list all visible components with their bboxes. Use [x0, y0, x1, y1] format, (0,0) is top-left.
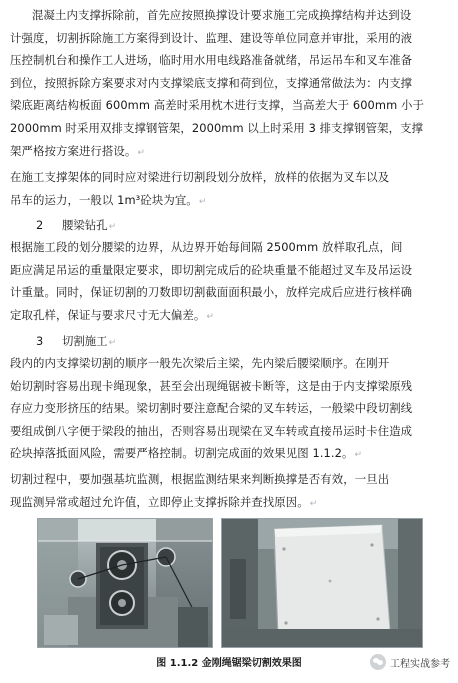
- section-heading-2: [36, 214, 116, 238]
- cut-concrete-surface-photo: [221, 518, 423, 648]
- heading-title: 切割施工: [62, 334, 108, 348]
- paragraph-mark-icon: ↵: [108, 222, 117, 232]
- text-line: 混凝土内支撑拆除前，首先应按照换撑设计要求施工完成换撑结构并达到设: [32, 8, 412, 22]
- wire-saw-machine-photo: [37, 518, 213, 648]
- paragraph-4: [10, 352, 450, 467]
- text-line: 距应满足吊运的重量限定要求，即切割完成后的砼块重量不能超过叉车及吊运设: [10, 262, 413, 277]
- text-line: 2000mm 时采用双排支撑钢管架，2000mm 以上时采用 3 排支撑钢管架，支撑: [10, 120, 424, 135]
- text-line: 计重量。同时，保证切割的刀数即切割截面面积最小，放样完成后应进行核样确: [10, 285, 413, 300]
- heading-number: 3: [36, 334, 44, 348]
- paragraph-5: [10, 468, 450, 515]
- paragraph-3: [10, 236, 450, 328]
- paragraph-mark-icon: ↵: [137, 147, 146, 158]
- text-line: 在施工支撑架体的同时应对梁进行切割段划分放样，放样的依据为叉车以及: [10, 170, 390, 184]
- paragraph-2: [10, 166, 450, 213]
- text-line: 段内的内支撑梁切割的顺序一般先次梁后主梁，先内梁后腰梁顺序。在刚开: [10, 356, 390, 370]
- text-line: 砼块掉落抵面风险，需要严格控制。切割完成面的效果见图 1.1.2。↵: [10, 446, 363, 461]
- text-line: 梁底距离结构板面 600mm 高差时采用枕木进行支撑，当高差大于 600mm 小于: [10, 98, 424, 113]
- text-line: 计强度，切割拆除施工方案得到设计、监理、建设等单位同意并审批，采用的液: [10, 30, 413, 45]
- text-line: 始切割时容易出现卡绳现象，甚至会出现绳锯被卡断等，这是由于内支撑梁原残: [10, 378, 413, 393]
- text-line: 压控制机台和操作工人进场，临时用水用电线路准备就绪，吊运吊车和叉车准备: [10, 53, 413, 68]
- text-line: 定取孔样，保证与要求尺寸无大偏差。↵: [10, 307, 214, 322]
- text-line: 现监测异常或超过允许值，立即停止支撑拆除并查找原因。↵: [10, 494, 318, 509]
- text-line: 根据施工段的划分腰梁的边界，从边界开始每间隔 2500mm 放样取孔点，间: [10, 240, 403, 254]
- paragraph-mark-icon: ↵: [354, 450, 363, 461]
- paragraph-1: [10, 4, 450, 164]
- text-line: 存应力变形挤压的结果。梁切割时要注意配合梁的叉车转运，一般梁中段切割线: [10, 401, 413, 416]
- text-line: 要组成倒八字便于梁段的抽出，否则容易出现梁在叉车转或直接吊运时卡住造成: [10, 423, 413, 438]
- text-line: 切割过程中，要加强基坑监测，根据监测结果来判断换撑是否有效，一旦出: [10, 472, 390, 486]
- paragraph-mark-icon: ↵: [108, 338, 117, 348]
- text-line: 架严格按方案进行搭设。↵: [10, 143, 146, 158]
- paragraph-mark-icon: ↵: [206, 311, 214, 322]
- watermark-text: 工程实战参考: [390, 658, 450, 670]
- figure-caption: 图 1.1.2 金刚绳锯梁切割效果图: [156, 658, 302, 669]
- paragraph-mark-icon: ↵: [309, 498, 318, 509]
- paragraph-mark-icon: ↵: [198, 196, 207, 207]
- heading-number: 2: [36, 218, 44, 232]
- wechat-icon: [370, 654, 386, 670]
- text-line: 吊车的运力，一般以 1m³砼块为宜。↵: [10, 192, 207, 207]
- watermark: [370, 654, 450, 670]
- section-heading-3: [36, 330, 116, 354]
- text-line: 到位，按照拆除方案要求对内支撑梁底支撑和荷到位，支撑通常做法为：内支撑: [10, 75, 413, 90]
- heading-title: 腰梁钻孔: [62, 218, 108, 232]
